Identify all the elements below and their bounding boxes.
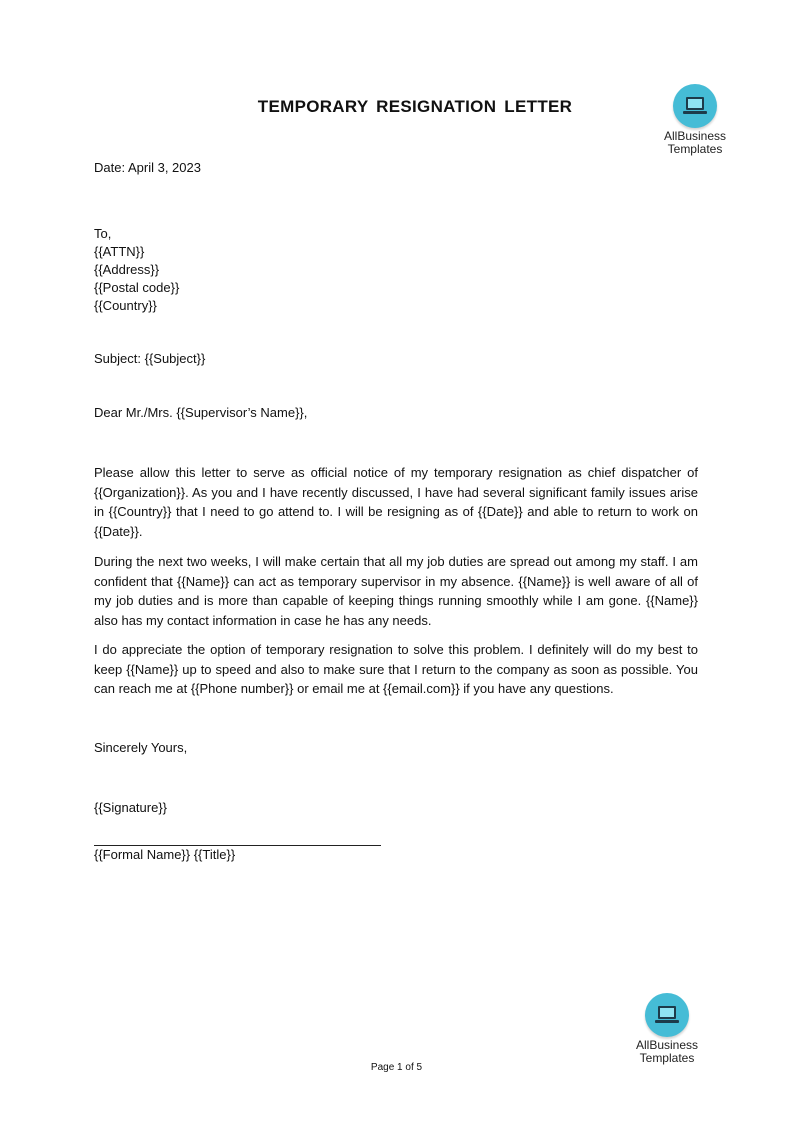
name-title-line: {{Formal Name}} {{Title}} [94, 847, 236, 862]
recipient-address: {{Address}} [94, 262, 160, 277]
logo-top [650, 84, 740, 156]
subject-line: Subject: {{Subject}} [94, 351, 206, 366]
body-paragraph-3: I do appreciate the option of temporary resignation to solve this problem. I definitely will do my best to keep {{Name}} up to speed and also to make sure that I return to the company as soon as possible. You can reach me at {{Phone number}} or email me at {{email.com}} if you have any questions. [94, 642, 698, 696]
salutation: Dear Mr./Mrs. {{Supervisor’s Name}}, [94, 405, 308, 420]
logo-line2: Templates [667, 142, 723, 156]
logo-line1: AllBusiness [663, 129, 727, 143]
page-number: Page 1 of 5 [370, 1062, 423, 1073]
body-paragraph-1: Please allow this letter to serve as official notice of my temporary resignation as chief dispatcher of {{Organization}}. As you and I have recently discussed, I have had several significant family issues arise in {{Country}} that I need to go attend to. I will be resigning as of {{Date}} and able to return to work on {{Date}}. [94, 465, 698, 539]
recipient-to: To, [94, 226, 112, 241]
recipient-attn: {{ATTN}} [94, 244, 145, 259]
logo-circle [645, 993, 689, 1037]
date-line: Date: April 3, 2023 [94, 160, 201, 175]
body-paragraph-2: During the next two weeks, I will make certain that all my job duties are spread out among my staff. I am confident that {{Name}} can act as temporary supervisor in my absence. {{Name}} is well aware of all of my job duties and is more than capable of keeping things running smoothly while I am gone. {{Name}} also has my contact information in case he has any needs. [94, 554, 698, 628]
logo-line2: Templates [639, 1051, 695, 1065]
recipient-country: {{Country}} [94, 298, 157, 313]
document-title: TEMPORARY RESIGNATION LETTER [257, 97, 573, 116]
laptop-icon [654, 1005, 680, 1025]
closing: Sincerely Yours, [94, 740, 188, 755]
signature-placeholder: {{Signature}} [94, 800, 168, 815]
recipient-postal-code: {{Postal code}} [94, 280, 180, 295]
logo-bottom [622, 993, 712, 1065]
logo-line1: AllBusiness [635, 1038, 699, 1052]
